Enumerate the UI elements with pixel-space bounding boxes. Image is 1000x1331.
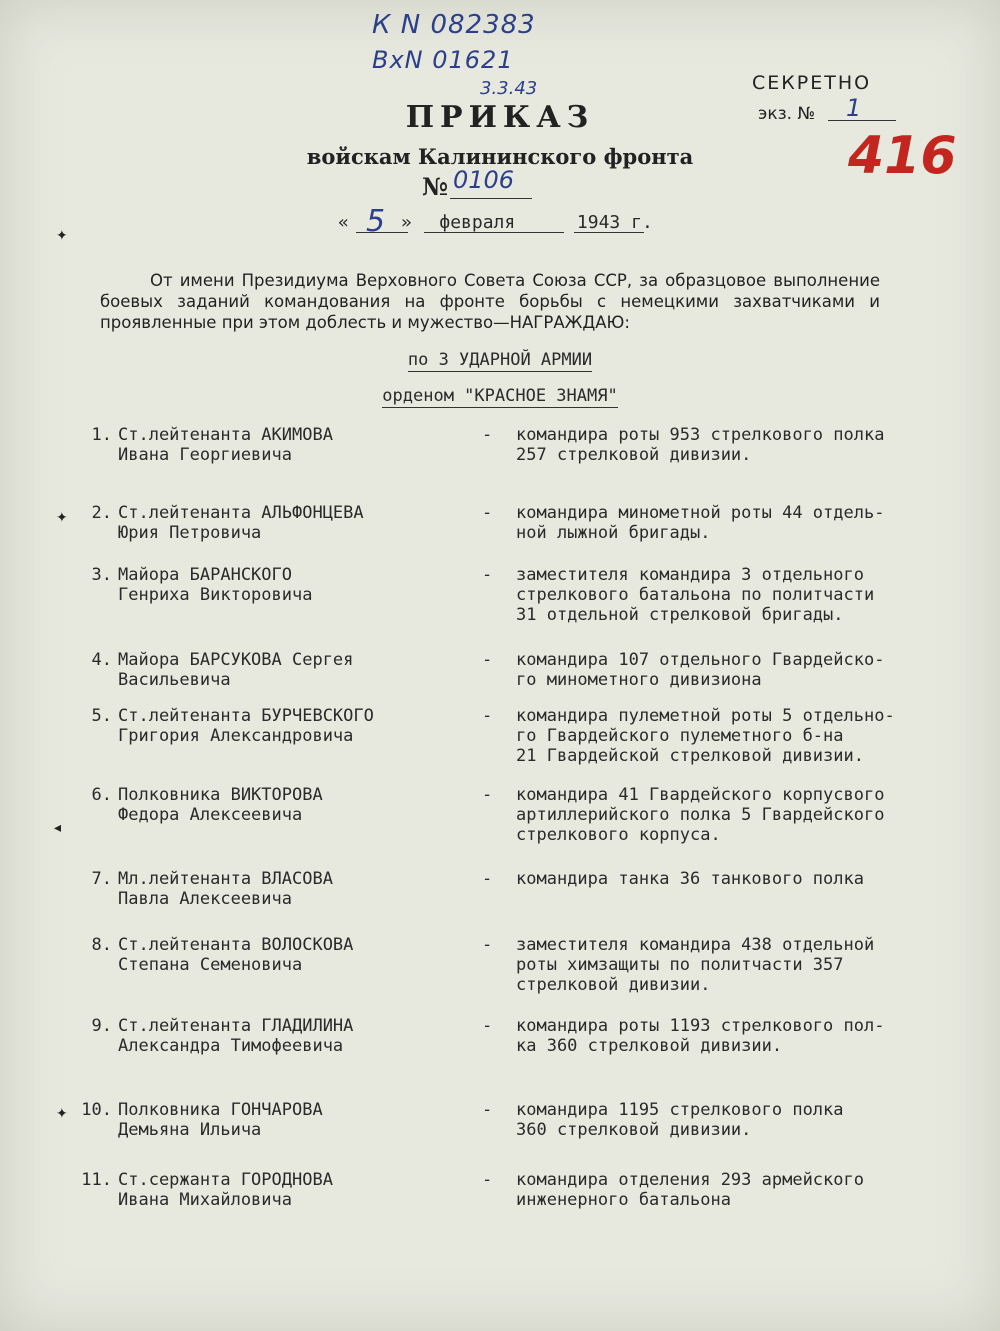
entry-name: Ст.лейтенанта ГЛАДИЛИНА Александра Тимофеевича	[118, 1016, 354, 1056]
entry-name: Ст.лейтенанта АЛЬФОНЦЕВА Юрия Петровича	[118, 503, 364, 543]
entry-number: 3.	[91, 565, 112, 585]
entry-name: Майора БАРСУКОВА Сергея Васильевича	[118, 650, 354, 690]
entry-dash: -	[482, 503, 493, 523]
entry-dash: -	[482, 650, 493, 670]
order-number-label: №	[422, 172, 449, 201]
entry-position: командира роты 1193 стрелкового пол- ка 360 стрелковой дивизии.	[516, 1016, 885, 1056]
entry-position: командира роты 953 стрелкового полка 257 стрелковой дивизии.	[516, 425, 885, 465]
date-underline-month	[424, 232, 564, 233]
entry-dash: -	[482, 785, 493, 805]
entry-name: Ст.лейтенанта АКИМОВА Ивана Георгиевича	[118, 425, 333, 465]
copy-number: 1	[846, 94, 862, 122]
entry-number: 11.	[81, 1170, 112, 1190]
award-name: орденом "КРАСНОЕ ЗНАМЯ"	[382, 386, 618, 406]
army-name: по 3 УДАРНОЙ АРМИИ	[407, 350, 593, 370]
entry-name: Полковника ГОНЧАРОВА Демьяна Ильича	[118, 1100, 323, 1140]
page-subtitle: войскам Калининского фронта	[306, 144, 694, 169]
entry-dash: -	[482, 1170, 493, 1190]
margin-star-icon: ✦	[56, 229, 68, 244]
entry-number: 1.	[91, 425, 112, 445]
intro-paragraph	[100, 270, 880, 333]
entry-dash: -	[482, 706, 493, 726]
entry-position: заместителя командира 3 отдельного стрелкового батальона по политчасти 31 отдельной стрелковой бригады.	[516, 565, 875, 625]
army-heading	[0, 350, 1000, 370]
entry-number: 2.	[91, 503, 112, 523]
entry-position: командира отделения 293 армейского инженерного батальона	[516, 1170, 864, 1210]
entry-dash: -	[482, 1016, 493, 1036]
entry-position: командира 41 Гвардейского корпусвого артиллерийского полка 5 Гвардейского стрелкового корпуса.	[516, 785, 885, 845]
page-title: ПРИКАЗ	[405, 100, 595, 135]
entry-name: Майора БАРАНСКОГО Генриха Викторовича	[118, 565, 313, 605]
registration-number-2: ВхN 01621	[372, 46, 514, 74]
date-month: февраля	[439, 212, 516, 233]
entry-dash: -	[482, 425, 493, 445]
margin-star-icon: ✦	[56, 1107, 68, 1122]
order-date	[338, 212, 653, 233]
entry-position: командира танка 36 танкового полка	[516, 869, 864, 889]
registration-date: 3.3.43	[480, 78, 538, 99]
order-number: 0106	[453, 166, 515, 194]
entry-name: Мл.лейтенанта ВЛАСОВА Павла Алексеевича	[118, 869, 333, 909]
order-number-underline	[450, 198, 532, 199]
margin-tick-icon: ◂	[54, 821, 62, 836]
date-close-quote: »	[400, 212, 412, 233]
date-underline-year	[574, 232, 644, 233]
entry-position: командира 1195 стрелкового полка 360 стрелковой дивизии.	[516, 1100, 844, 1140]
entry-name: Ст.лейтенанта БУРЧЕВСКОГО Григория Александровича	[118, 706, 374, 746]
entry-position: командира минометной роты 44 отдель- ной лыжной бригады.	[516, 503, 885, 543]
entry-number: 5.	[91, 706, 112, 726]
date-open-quote: «	[338, 212, 349, 233]
entry-number: 6.	[91, 785, 112, 805]
entry-name: Полковника ВИКТОРОВА Федора Алексеевича	[118, 785, 323, 825]
registration-number-1: К N 082383	[372, 10, 536, 40]
entry-number: 9.	[91, 1016, 112, 1036]
secret-stamp: СЕКРЕТНО	[752, 72, 872, 94]
date-day: 5	[366, 204, 386, 239]
date-year: 1943	[576, 212, 621, 233]
entry-dash: -	[482, 869, 493, 889]
copy-label: экз. №	[758, 104, 816, 124]
entry-position: командира 107 отдельного Гвардейско- го минометного дивизиона	[516, 650, 885, 690]
entry-dash: -	[482, 565, 493, 585]
entry-number: 7.	[91, 869, 112, 889]
date-underline-day	[356, 232, 408, 233]
entry-position: командира пулеметной роты 5 отдельно- го Гвардейского пулеметного б-на 21 Гвардейской стрелковой дивизии.	[516, 706, 895, 766]
entry-number: 8.	[91, 935, 112, 955]
intro-text: От имени Президиума Верховного Совета Союза ССР, за образцовое выполнение боевых заданий командования на фронте борьбы с немецкими захватчиками и проявленные при этом доблесть и мужество—НАГРАЖДАЮ:	[100, 271, 880, 332]
margin-star-icon: ✦	[56, 511, 68, 526]
entry-number: 10.	[81, 1100, 112, 1120]
award-heading	[0, 386, 1000, 406]
entry-number: 4.	[91, 650, 112, 670]
entry-dash: -	[482, 935, 493, 955]
entry-name: Ст.лейтенанта ВОЛОСКОВА Степана Семеновича	[118, 935, 354, 975]
date-suffix: г.	[631, 212, 653, 233]
entry-position: заместителя командира 438 отдельной роты химзащиты по политчасти 357 стрелковой дивизии.	[516, 935, 875, 995]
entry-name: Ст.сержанта ГОРОДНОВА Ивана Михайловича	[118, 1170, 333, 1210]
entry-dash: -	[482, 1100, 493, 1120]
red-margin-mark: 416	[848, 126, 957, 186]
